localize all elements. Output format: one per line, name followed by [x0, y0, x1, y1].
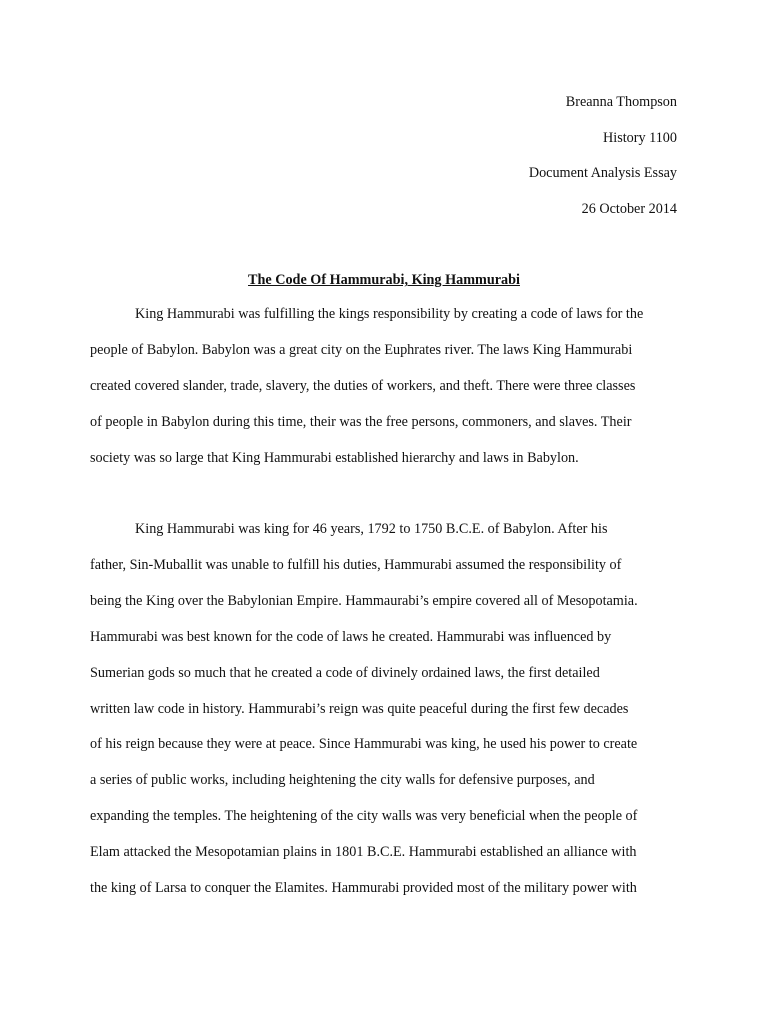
essay-title: The Code Of Hammurabi, King Hammurabi: [248, 272, 520, 288]
paragraph-1: [90, 297, 678, 477]
paragraph-line: of people in Babylon during this time, their was the free persons, commoners, and slaves. Their: [90, 413, 632, 430]
paragraph-line: people of Babylon. Babylon was a great city on the Euphrates river. The laws King Hammurabi: [90, 341, 633, 358]
essay-date: 26 October 2014: [581, 201, 677, 217]
paragraph-line: King Hammurabi was fulfilling the kings responsibility by creating a code of laws for the: [135, 306, 644, 322]
paragraph-2: [90, 512, 678, 907]
paragraph-line: society was so large that King Hammurabi established hierarchy and laws in Babylon.: [90, 449, 579, 466]
paragraph-line: father, Sin-Muballit was unable to fulfill his duties, Hammurabi assumed the responsibility of: [90, 556, 622, 573]
paragraph-line: being the King over the Babylonian Empire. Hammaurabi’s empire covered all of Mesopotamia.: [90, 592, 638, 609]
assignment-name: Document Analysis Essay: [528, 165, 677, 181]
paragraph-line: Elam attacked the Mesopotamian plains in 1801 B.C.E. Hammurabi established an alliance with: [90, 844, 637, 861]
course-name: History 1100: [603, 130, 677, 146]
paragraph-line: King Hammurabi was king for 46 years, 1792 to 1750 B.C.E. of Babylon. After his: [135, 521, 608, 537]
paragraph-line: a series of public works, including heightening the city walls for defensive purposes, and: [90, 772, 595, 789]
author-name: Breanna Thompson: [565, 94, 677, 110]
paragraph-line: expanding the temples. The heightening of the city walls was very beneficial when the people of: [90, 808, 638, 825]
paragraph-line: of his reign because they were at peace. Since Hammurabi was king, he used his power to create: [90, 736, 638, 753]
paragraph-line: Hammurabi was best known for the code of laws he created. Hammurabi was influenced by: [90, 628, 612, 645]
paragraph-line: Sumerian gods so much that he created a code of divinely ordained laws, the first detailed: [90, 664, 600, 681]
paragraph-line: created covered slander, trade, slavery, the duties of workers, and theft. There were three classes: [90, 377, 636, 394]
paragraph-line: written law code in history. Hammurabi’s reign was quite peaceful during the first few decades: [90, 700, 629, 717]
paragraph-line: the king of Larsa to conquer the Elamites. Hammurabi provided most of the military power with: [90, 880, 637, 897]
